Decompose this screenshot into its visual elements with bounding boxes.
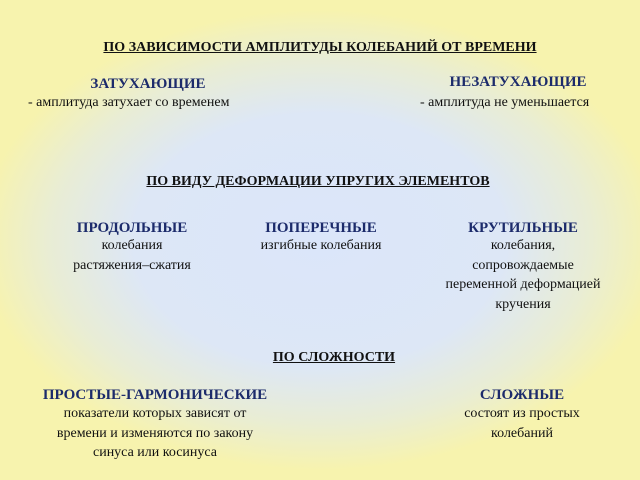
torsional-heading: КРУТИЛЬНЫЕ — [468, 220, 578, 236]
longitudinal-desc-1: колебания — [101, 238, 163, 253]
torsional-desc-1: колебания, — [490, 238, 556, 253]
torsional-desc-3: переменной деформацией — [445, 277, 601, 292]
torsional-desc-2: сопровождаемые — [472, 258, 574, 273]
complex-desc-1: состоят из простых — [464, 406, 580, 421]
simple-desc-3: синуса или косинуса — [92, 445, 217, 460]
undamped-heading: НЕЗАТУХАЮЩИЕ — [449, 74, 587, 90]
section-title-amplitude: ПО ЗАВИСИМОСТИ АМПЛИТУДЫ КОЛЕБАНИЙ ОТ ВРЕМЕНИ — [103, 40, 537, 55]
complex-desc-2: колебаний — [491, 426, 553, 441]
simple-desc-2: времени и изменяются по закону — [56, 426, 254, 441]
simple-heading: ПРОСТЫЕ-ГАРМОНИЧЕСКИЕ — [42, 387, 268, 403]
simple-desc-1: показатели которых зависят от — [63, 406, 247, 421]
complex-heading: СЛОЖНЫЕ — [479, 387, 565, 403]
damped-heading: ЗАТУХАЮЩИЕ — [90, 76, 206, 92]
transverse-desc: изгибные колебания — [260, 238, 382, 253]
torsional-desc-4: кручения — [495, 297, 551, 312]
section-title-complexity: ПО СЛОЖНОСТИ — [272, 350, 396, 365]
section-title-deformation: ПО ВИДУ ДЕФОРМАЦИИ УПРУГИХ ЭЛЕМЕНТОВ — [146, 174, 490, 189]
transverse-heading: ПОПЕРЕЧНЫЕ — [265, 220, 377, 236]
longitudinal-desc-2: растяжения–сжатия — [73, 258, 191, 273]
undamped-desc: - амплитуда не уменьшается — [420, 95, 590, 110]
damped-desc: - амплитуда затухает со временем — [28, 95, 230, 110]
longitudinal-heading: ПРОДОЛЬНЫЕ — [76, 220, 188, 236]
